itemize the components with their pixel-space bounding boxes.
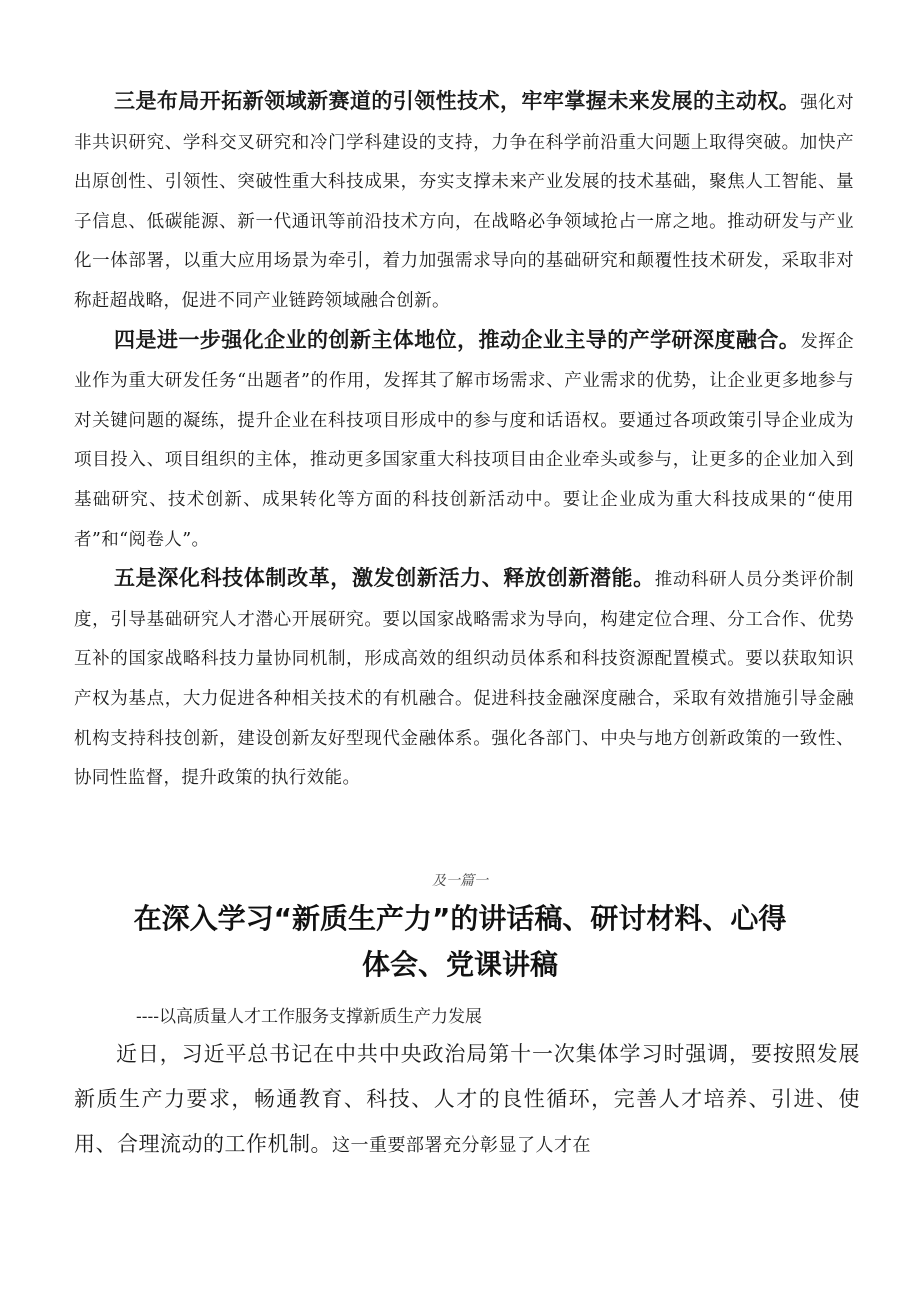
paragraph-body: 发挥企业作为重大研发任务“出题者”的作用，发挥其了解市场需求、产业需求的优势，让企业更多地参与对关键问题的凝练，提升企业在科技项目形成中的参与度和话语权。要通过各项政策引导企业成为项目投入、项目组织的主体，推动更多国家重大科技项目由企业牵头或参与，让更多的企业加入到基础研究、技术创新、成果转化等方面的科技创新活动中。要让企业成为重大科技成果的“使用者”和“阅卷人”。 xyxy=(74,331,855,550)
document-subtitle: ----以高质量人才工作服务支撑新质生产力发展 xyxy=(136,1007,482,1027)
title-line-1: 在深入学习“新质生产力”的讲话稿、研讨材料、心得 xyxy=(133,902,787,935)
intro-paragraph xyxy=(74,1032,860,1168)
paragraph-five xyxy=(74,559,854,798)
intro-section xyxy=(74,1032,860,1168)
intro-lead: 近日，习近平总书记在中共中央政治局第十一次集体学习时强调，要按照发展新质生产力要求，畅通教育、科技、人才的良性循环，完善人才培养、引进、使用、合理流动的工作机制。 xyxy=(74,1042,860,1156)
intro-body: 这一重要部署充分彰显了人才在 xyxy=(332,1135,591,1156)
paragraph-body: 强化对非共识研究、学科交叉研究和冷门学科建设的支持，力争在科学前沿重大问题上取得突破。加快产出原创性、引领性、突破性重大科技成果，夯实支撑未来产业发展的技术基础，聚焦人工智能、量子信息、低碳能源、新一代通讯等前沿技术方向，在战略必争领域抢占一席之地。推动研发与产业化一体部署，以重大应用场景为牵引，着力加强需求导向的基础研究和颠覆性技术研发，采取非对称赶超战略，促进不同产业链跨领域融合创新。 xyxy=(74,93,855,311)
section-separator: 及一篇一 xyxy=(432,873,488,889)
paragraph-body: 推动科研人员分类评价制度，引导基础研究人才潜心开展研究。要以国家战略需求为导向，构建定位合理、分工合作、优势互补的国家战略科技力量协同机制，形成高效的组织动员体系和科技资源配置模式。要以获取知识产权为基点，大力促进各种相关技术的有机融合。促进科技金融深度融合，采取有效措施引导金融机构支持科技创新，建设创新友好型现代金融体系。强化各部门、中央与地方创新政策的一致性、协同性监督，提升政策的执行效能。 xyxy=(74,570,854,789)
paragraph-four xyxy=(74,321,854,560)
document-title xyxy=(100,896,820,988)
article-body xyxy=(74,82,854,798)
paragraph-lead: 五是深化科技体制改革，激发创新活力、释放创新潜能。 xyxy=(114,565,655,591)
paragraph-lead: 三是布局开拓新领域新赛道的引领性技术，牢牢掌握未来发展的主动权。 xyxy=(114,88,801,113)
paragraph-lead: 四是进一步强化企业的创新主体地位，推动企业主导的产学研深度融合。 xyxy=(114,326,801,352)
title-line-2: 体会、党课讲稿 xyxy=(361,948,558,981)
paragraph-three xyxy=(74,82,854,321)
